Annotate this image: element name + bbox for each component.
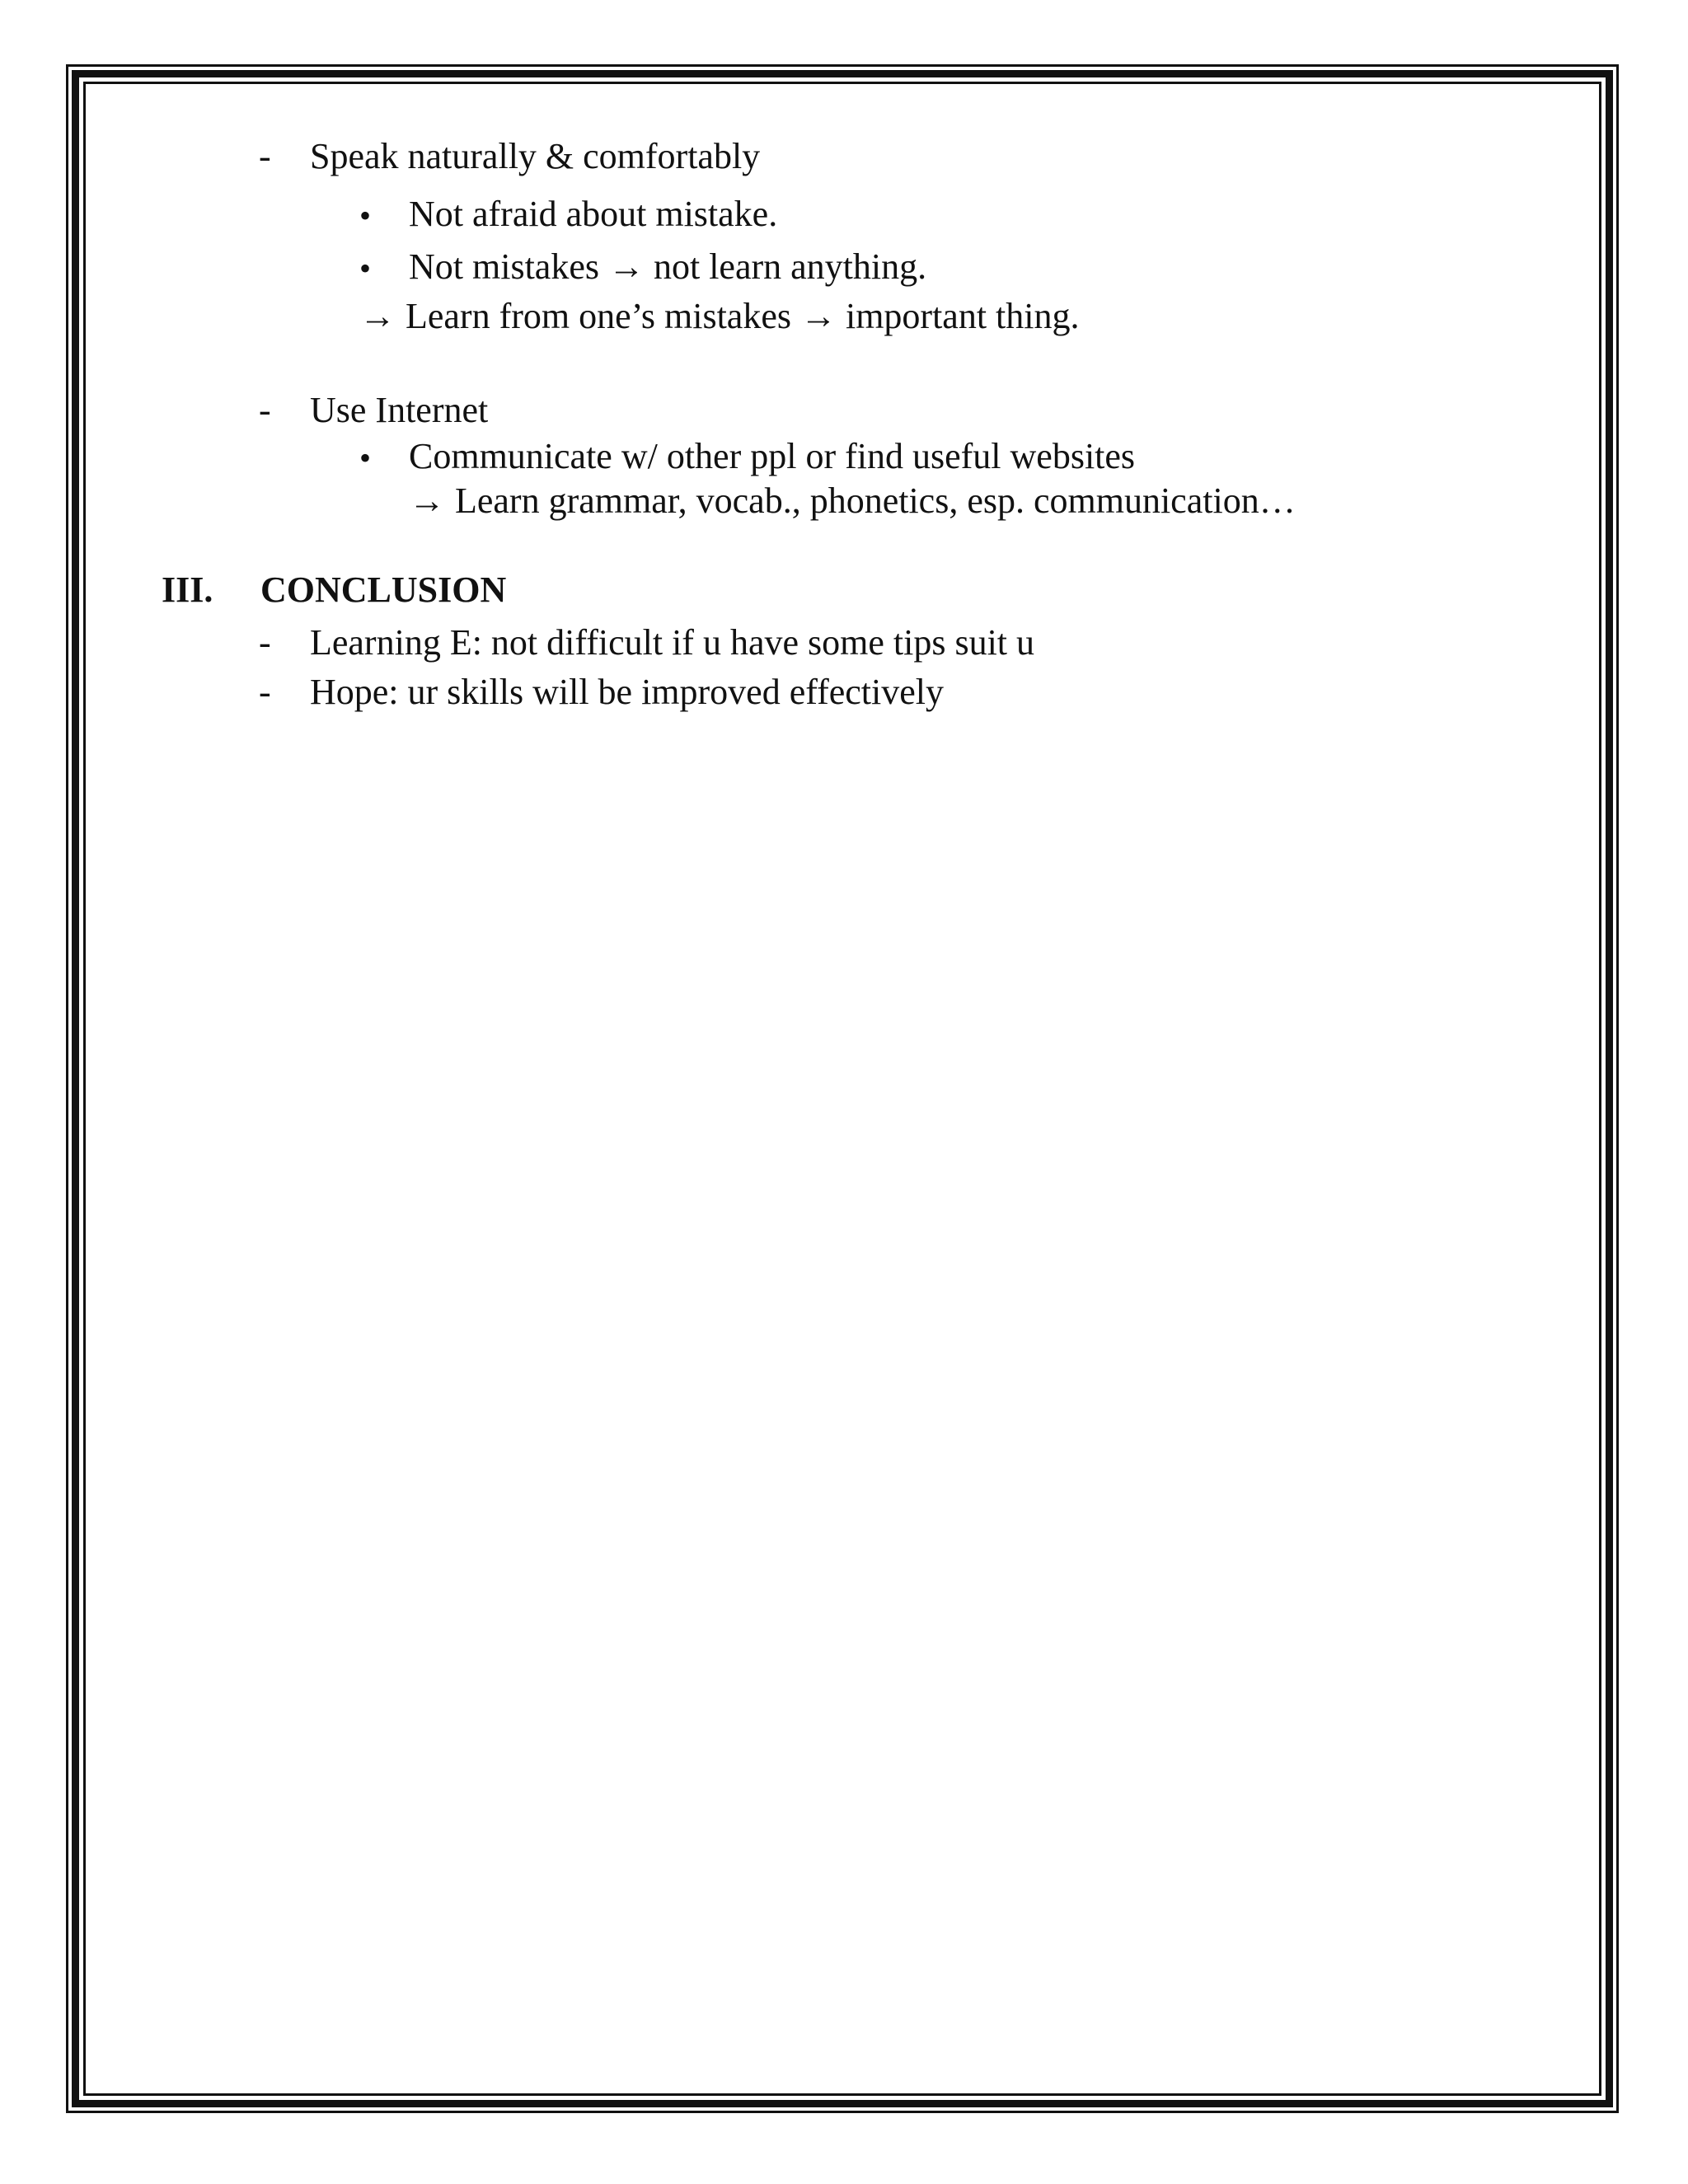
item-speak-naturally: Speak naturally & comfortably [310,136,761,176]
list-dash: - [259,622,271,663]
list-dash: - [259,672,271,712]
list-dash: - [259,136,271,176]
arrow-note-text: Learn grammar, vocab., phonetics, esp. communication… [455,480,1296,521]
page-border-inner [83,82,1601,2096]
section-heading-conclusion: CONCLUSION [260,569,507,610]
bullet-icon: • [359,250,372,287]
bullet-not-afraid: Not afraid about mistake. [409,194,778,234]
bullet-icon: • [359,197,372,234]
conclusion-item-learning: Learning E: not difficult if u have some tips suit u [310,622,1035,663]
item-use-internet: Use Internet [310,390,489,430]
arrow-right-icon: → [409,480,445,521]
conclusion-item-hope: Hope: ur skills will be improved effectively [310,672,945,712]
bullet-not-mistakes: Not mistakes → not learn anything. [409,246,927,287]
arrow-right-icon: → [359,296,396,336]
arrow-note-text: Learn from one’s mistakes → important thing. [406,296,1080,336]
bullet-communicate: Communicate w/ other ppl or find useful websites [409,436,1136,476]
arrow-note-learn-from-mistakes [359,293,1080,340]
arrow-note-learn-grammar [409,478,1296,524]
list-dash: - [259,390,271,430]
section-numeral: III. [162,569,213,610]
bullet-icon: • [359,439,372,476]
